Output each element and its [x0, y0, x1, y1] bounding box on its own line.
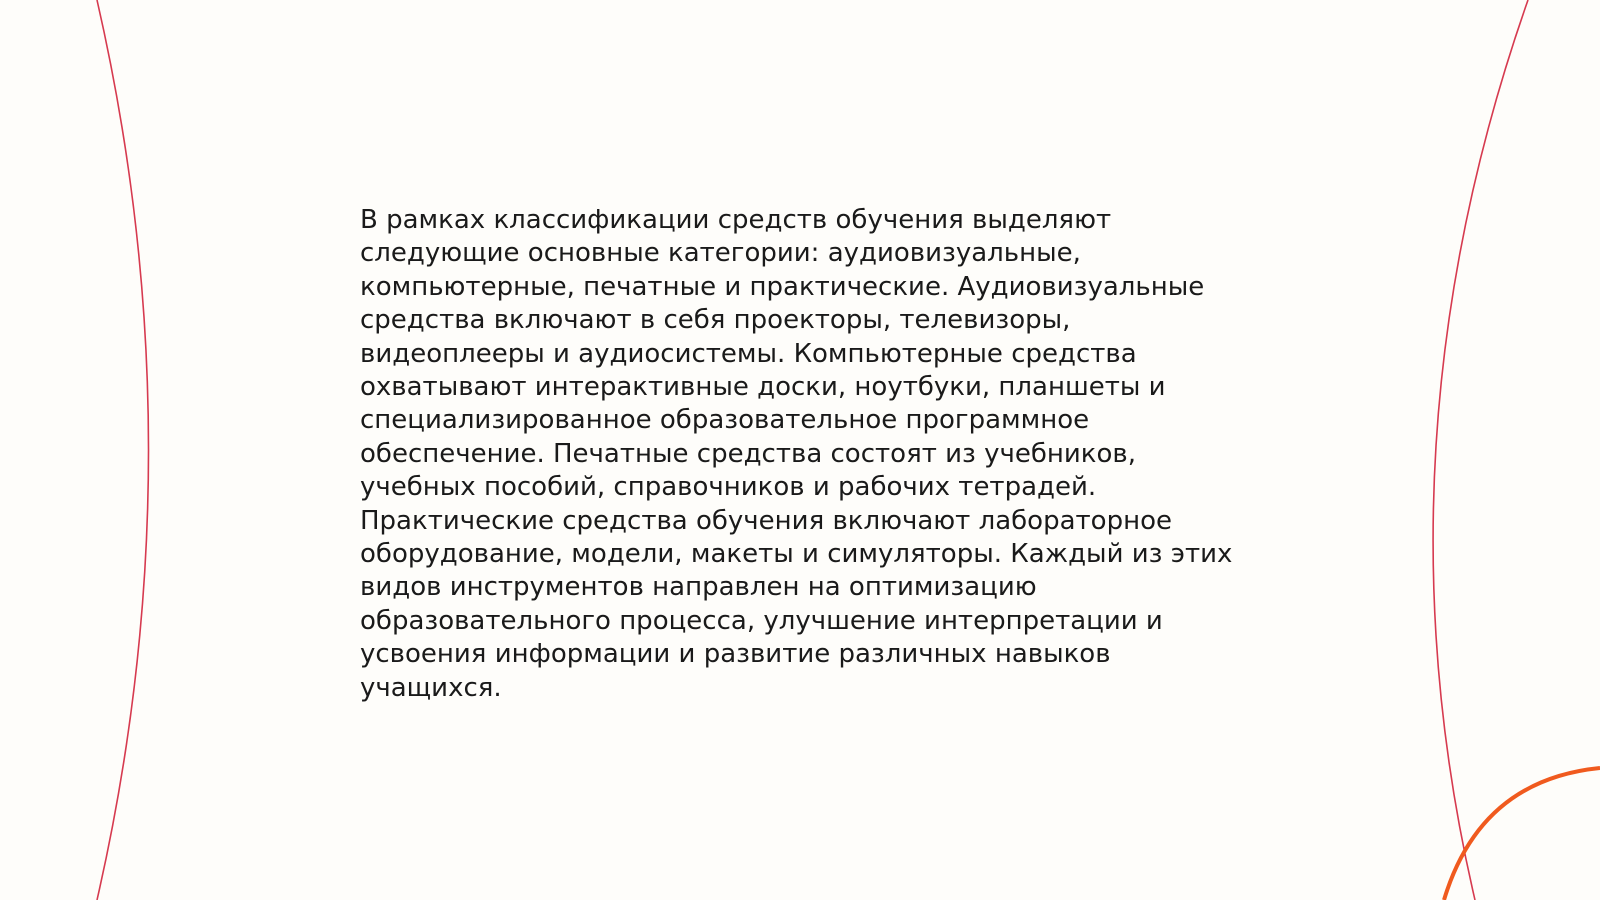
orange-accent-arc [1444, 768, 1600, 900]
left-curve-line [97, 0, 149, 900]
slide-body-text: В рамках классификации средств обучения выделяют следующие основные категории: аудиовизуальные, компьютерные, печатные и практические. Аудиовизуальные средства включают в себя проекторы, телевизоры, видеоплееры и аудиосистемы. Компьютерные средства охватывают интерактивные доски, ноутбуки, планшеты и специализированное образовательное программное обеспечение. Печатные средства состоят из учебников, учебных пособий, справочников и рабочих тетрадей. Практические средства обучения включают лабораторное оборудование, модели, макеты и симуляторы. Каждый из этих видов инструментов направлен на оптимизацию образовательного процесса, улучшение интерпретации и усвоения информации и развитие различных навыков учащихся. [360, 205, 1233, 703]
right-curve-line [1433, 0, 1528, 900]
